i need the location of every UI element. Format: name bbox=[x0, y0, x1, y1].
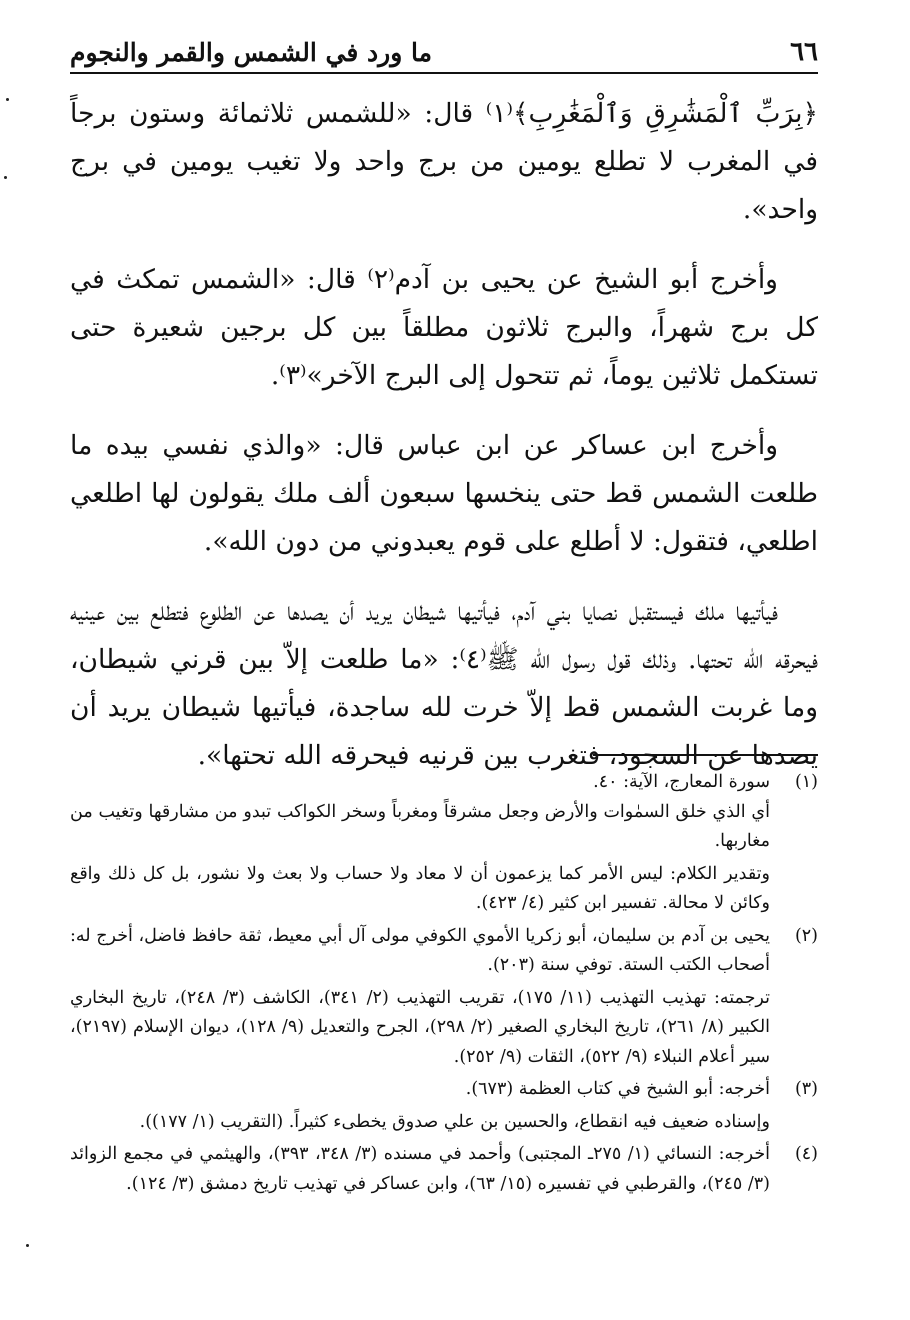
footnote-separator bbox=[593, 754, 818, 756]
footnote-number: (٣) bbox=[794, 1079, 818, 1099]
footnote-number: (١) bbox=[794, 772, 818, 792]
footnote bbox=[70, 922, 818, 1073]
running-title: ما ورد في الشمس والقمر والنجوم bbox=[70, 37, 433, 67]
scan-speck bbox=[4, 176, 7, 179]
page-number: ٦٦ bbox=[790, 37, 818, 67]
footnote bbox=[70, 1140, 818, 1199]
footnote-body bbox=[70, 1140, 770, 1199]
footnote-body bbox=[70, 922, 770, 1073]
footnote bbox=[70, 768, 818, 919]
footnote-body bbox=[70, 1075, 770, 1137]
main-text bbox=[70, 90, 818, 802]
footnote-number: (٢) bbox=[794, 925, 818, 946]
footnote-line: أي الذي خلق السمٰوات والأرض وجعل مشرقاً ومغرباً وسخر الكواكب تبدو من مشارقها وتغيب من مغاربها. bbox=[70, 801, 770, 851]
footnote-line: سورة المعارج، الآية: ٤٠. bbox=[593, 772, 770, 792]
page-header bbox=[70, 32, 818, 74]
footnote-line: وإسناده ضعيف فيه انقطاع، والحسين بن علي صدوق يخطىء كثيراً. (التقريب (١/ ١٧٧)). bbox=[139, 1111, 770, 1132]
paragraph: وأخرج ابن عساكر عن ابن عباس قال: «والذي نفسي بيده ما طلعت الشمس قط حتى ينخسها سبعون ألف ملك يقولون لها اطلعي اطلعي، فتقول: لا أطلع على قوم يعبدوني من دون الله». bbox=[70, 430, 818, 557]
footnote-line: يحيى بن آدم بن سليمان، أبو زكريا الأموي الكوفي مولى آل أبي معيط، ثقة حافظ فاضل، أخرج له: أصحاب الكتب الستة. توفي سنة (٢٠٣). bbox=[70, 925, 770, 975]
footnote-body bbox=[70, 768, 770, 919]
footnote-line: أخرجه: أبو الشيخ في كتاب العظمة (٦٧٣). bbox=[465, 1079, 770, 1099]
scan-speck bbox=[26, 1244, 29, 1247]
scan-speck bbox=[6, 98, 9, 101]
footnotes bbox=[70, 768, 818, 1202]
paragraph: ﴿بِرَبِّ ٱلْمَشَٰرِقِ وَٱلْمَغَٰرِبِ﴾⁽١⁾ قال: «للشمس ثلاثمائة وستون برجاً في المغرب لا تطلع يومين من برج واحد ولا تغيب يومين في برج واحد». bbox=[70, 98, 818, 225]
footnote-line: أخرجه: النسائي (١/ ٢٧٥ـ المجتبى) وأحمد في مسنده (٣/ ٣٤٨، ٣٩٣)، والهيثمي في مجمع الزوائد (٣/ ٢٤٥)، والقرطبي في تفسيره (١٥/ ٦٣)، وابن عساكر في تهذيب تاريخ دمشق (٣/ ١٢٤). bbox=[70, 1144, 770, 1194]
footnote-line: ترجمته: تهذيب التهذيب (١١/ ١٧٥)، تقريب التهذيب (٢/ ٣٤١)، الكاشف (٣/ ٢٤٨)، تاريخ البخاري الكبير (٨/ ٢٦١)، تاريخ البخاري الصغير (٢/ ٢٩٨)، الجرح والتعديل (٩/ ١٢٨)، ديوان الإسلام (٢١٩٧)، سير أعلام النبلاء (٩/ ٥٢٢)، الثقات (٩/ ٢٥٢). bbox=[70, 987, 771, 1067]
footnote-number: (٤) bbox=[794, 1144, 818, 1164]
paragraph: وأخرج أبو الشيخ عن يحيى بن آدم⁽٢⁾ قال: «الشمس تمكث في كل برج شهراً، والبرج ثلاثون مطلقاً بين كل برجين شعيرة حتى تستكمل ثلاثين يوماً، ثم تتحول إلى البرج الآخر»⁽٣⁾. bbox=[70, 264, 818, 391]
footnote bbox=[70, 1075, 818, 1137]
footnote-line: وتقدير الكلام: ليس الأمر كما يزعمون أن لا معاد ولا حساب ولا بعث ولا نشور، بل كل ذلك واقع وكائن لا محالة. تفسير ابن كثير (٤/ ٤٢٣). bbox=[70, 863, 770, 913]
paragraph: فيأتيها ملك فيستقبل نصايا بني آدم، فيأتيها شيطان يريد أن يصدها عن الطلوع فتطلع بين عينيه فيحرقه الله تحتها. وذلك قول رسول الله ﷺ⁽٤⁾: «ما طلعت إلاّ بين قرني شيطان، وما غربت الشمس قط إلاّ خرت لله ساجدة، فيأتيها شيطان يريد أن يصدها عن السجود، فتغرب بين قرنيه فيحرقه الله تحتها». bbox=[70, 596, 818, 771]
